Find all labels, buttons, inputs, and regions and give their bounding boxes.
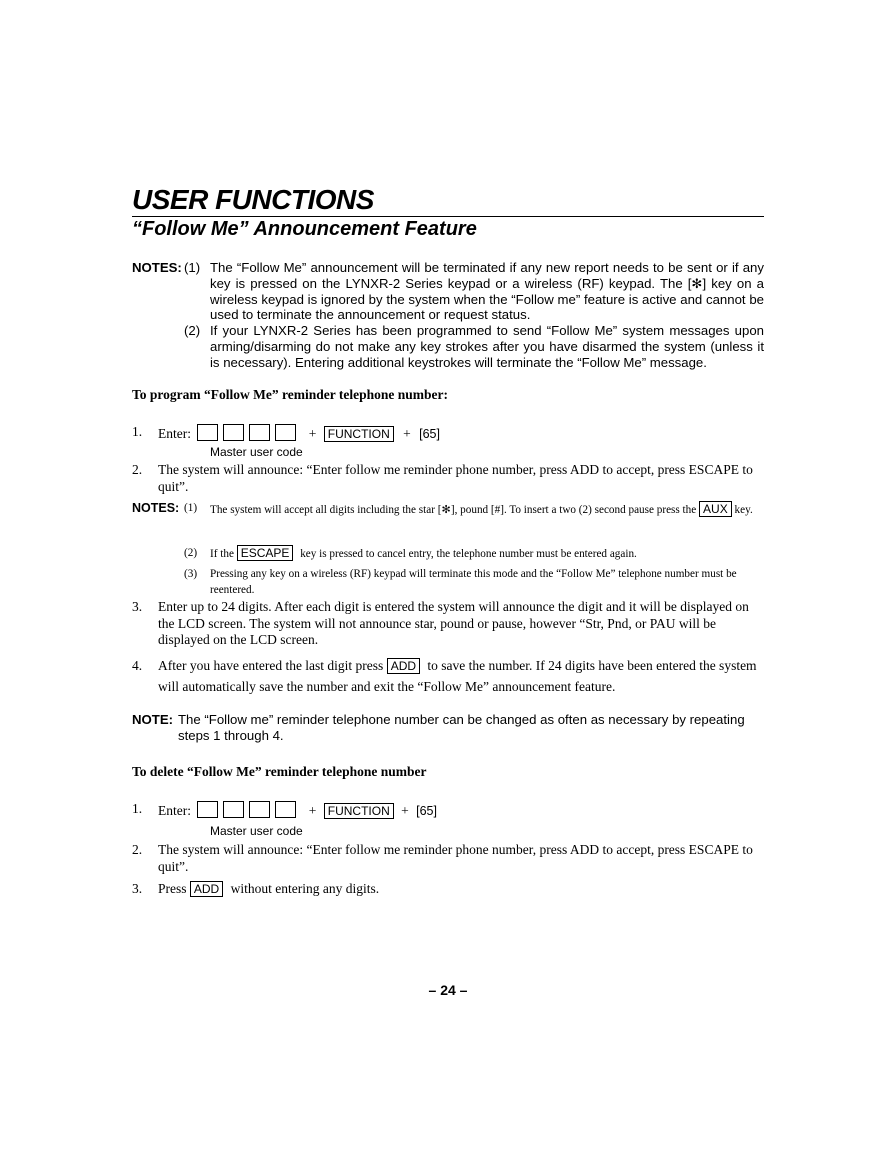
note-text: Pressing any key on a wireless (RF) keypad will terminate this mode and the “Follow Me” telephone number must be reentered. [210, 568, 737, 596]
notes-block [132, 260, 764, 371]
code-digit-box [249, 801, 270, 818]
function-key: FUNCTION [324, 803, 394, 819]
note-text: If the [210, 548, 234, 560]
delete-step-2 [132, 842, 764, 875]
note-number: (2) [184, 547, 198, 559]
note-text: The system will accept all digits including the star [✻], pound [#]. To insert a two (2) second pause press the [210, 504, 697, 516]
step-text: The system will announce: “Enter follow me reminder phone number, press ADD to accept, press ESCAPE to quit”. [158, 842, 753, 874]
add-key: ADD [190, 881, 223, 897]
notes-label: NOTES: [132, 501, 180, 515]
step-number: 1. [132, 801, 143, 816]
title-rule [132, 216, 764, 217]
code-digit-box [223, 801, 244, 818]
master-code-caption: Master user code [210, 445, 303, 459]
program-step-3 [132, 599, 764, 649]
note-number: (1) [184, 260, 201, 275]
delete-step-3 [132, 881, 764, 898]
aux-key: AUX [699, 501, 732, 517]
delete-step-1 [132, 801, 764, 820]
subnote-2 [132, 545, 764, 562]
function-code: [65] [416, 804, 437, 818]
page-number: – 24 – [428, 982, 468, 998]
plus-sign: + [308, 426, 317, 441]
escape-key: ESCAPE [237, 545, 294, 561]
plus-sign: + [401, 803, 409, 818]
program-step-2 [132, 462, 764, 495]
master-code-caption: Master user code [210, 824, 303, 838]
code-digit-box [197, 801, 218, 818]
step-number: 2. [132, 462, 143, 477]
note-number: (1) [184, 502, 198, 514]
subnote-3 [132, 566, 764, 598]
delete-heading: To delete “Follow Me” reminder telephone number [132, 764, 427, 779]
program-step-4 [132, 655, 764, 697]
function-key: FUNCTION [324, 426, 394, 442]
subnote-1 [132, 500, 764, 520]
step-text: Enter up to 24 digits. After each digit is entered the system will announce the digit and it will be displayed on the LCD screen. The system will not announce star, pound or pause, however “Str, Pnd, or PAU will be displayed on the LCD screen. [158, 599, 749, 647]
program-step-1 [132, 424, 764, 443]
step-number: 3. [132, 599, 143, 614]
note-text: key. [734, 504, 753, 516]
step-number: 2. [132, 842, 143, 857]
note-item [132, 260, 764, 323]
code-digit-box [275, 424, 296, 441]
step-text: without entering any digits. [230, 881, 380, 896]
step-text: After you have entered the last digit press [158, 658, 384, 673]
step-number: 3. [132, 881, 143, 896]
enter-label: Enter: [158, 426, 191, 441]
code-digit-box [197, 424, 218, 441]
code-digit-box [223, 424, 244, 441]
note-text: key is pressed to cancel entry, the telephone number must be entered again. [300, 548, 637, 560]
note-text: The “Follow Me” announcement will be terminated if any new report needs to be sent or if any key is pressed on the LYNXR-2 Series keypad or a wireless (RF) keypad. The [✻] key on a wireless keypad is ignored by the system when the “Follow me” feature is active and cannot be used to terminate the announcement or request status. [210, 260, 764, 323]
code-digit-box [249, 424, 270, 441]
step-number: 1. [132, 424, 143, 439]
note-number: (2) [184, 323, 201, 339]
note-text: If your LYNXR-2 Series has been programmed to send “Follow Me” system messages upon arming/disarming do not make any key strokes after you have disarmed the system (unless it is necessary). Entering additional keystrokes will terminate the “Follow Me” message. [210, 323, 764, 370]
plus-sign: + [308, 803, 317, 818]
page-subtitle: “Follow Me” Announcement Feature [132, 218, 477, 240]
note-label: NOTE: [132, 712, 174, 727]
note-number: (3) [184, 568, 198, 580]
program-heading: To program “Follow Me” reminder telephone number: [132, 387, 448, 402]
function-code: [65] [419, 427, 440, 441]
program-note [132, 712, 764, 744]
enter-label: Enter: [158, 803, 191, 818]
step-text: to save the number. If 24 digits have been entered the system will automatically save the number and exit the “Follow Me” announcement feature. [158, 658, 757, 694]
notes-label: NOTES: [132, 260, 182, 275]
section-title: USER FUNCTIONS [132, 184, 374, 215]
code-digit-box [275, 801, 296, 818]
step-text: The system will announce: “Enter follow me reminder phone number, press ADD to accept, press ESCAPE to quit”. [158, 462, 753, 494]
plus-sign: + [403, 426, 411, 441]
manual-page [132, 0, 764, 1155]
step-text: Press [158, 881, 187, 896]
note-text: The “Follow me” reminder telephone number can be changed as often as necessary by repeating steps 1 through 4. [178, 712, 745, 743]
add-key: ADD [387, 658, 420, 674]
step-number: 4. [132, 658, 143, 673]
note-item [132, 323, 764, 370]
